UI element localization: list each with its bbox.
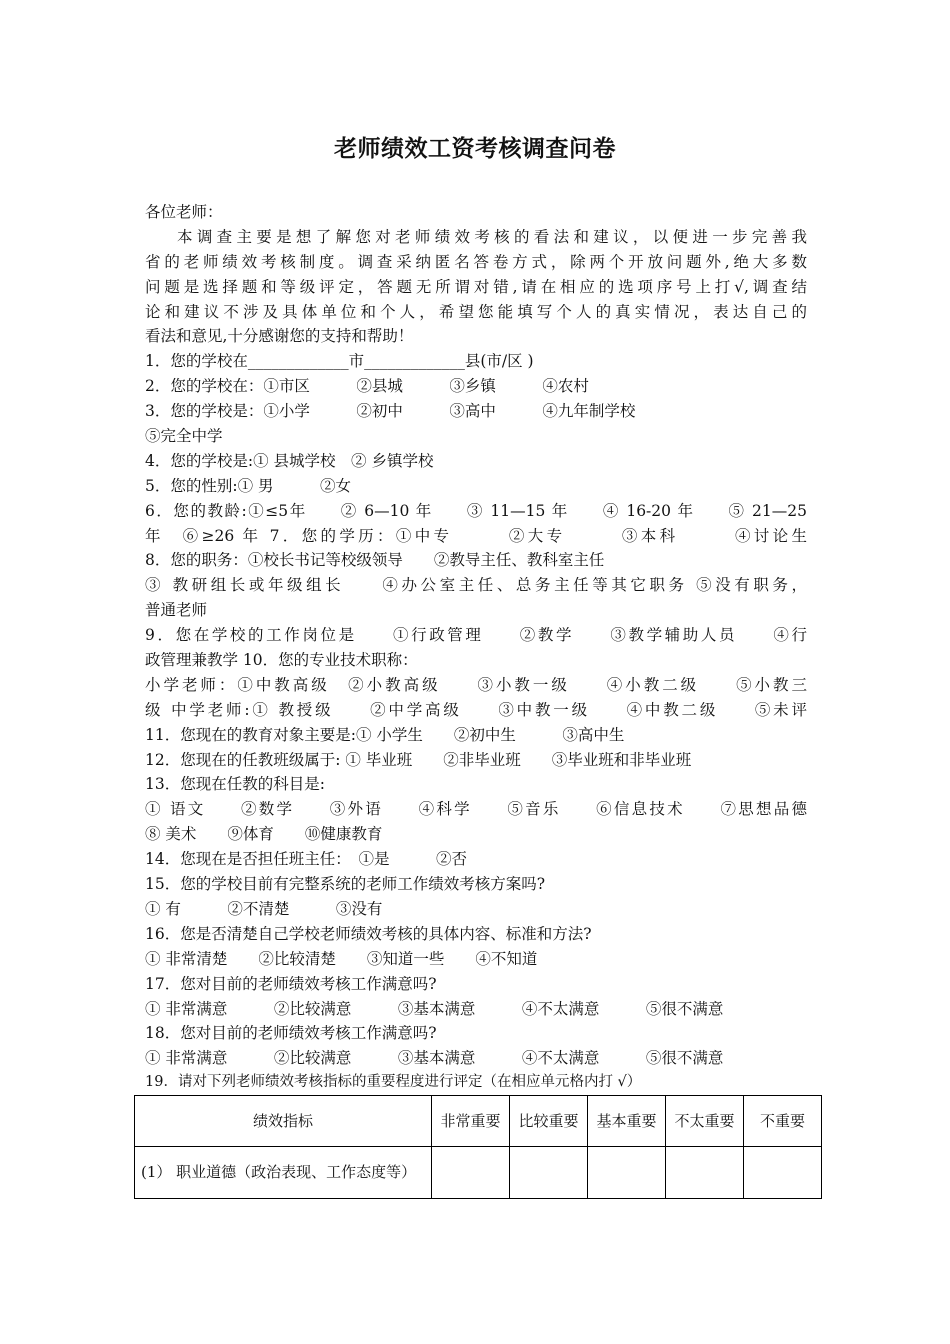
question-line: 13．您现在任教的科目是: <box>145 775 325 794</box>
table-header-row <box>135 1096 822 1147</box>
rating-header-very-important: 非常重要 <box>432 1096 510 1147</box>
document-title: 老师绩效工资考核调查问卷 <box>334 135 616 162</box>
question-line: 9．您在学校的工作岗位是 ①行政管理 ②教学 ③教学辅助人员 ④行 <box>145 626 807 645</box>
rating-header-basically-important: 基本重要 <box>588 1096 666 1147</box>
question-line: 级 中学老师:① 教授级 ②中学高级 ③中教一级 ④中教二级 ⑤未评 <box>145 700 807 719</box>
intro-line: 省的老师绩效考核制度。调查采纳匿名答卷方式，除两个开放问题外,绝大多数 <box>145 252 807 271</box>
question-line: ⑧ 美术 ⑨体育 ⑩健康教育 <box>145 825 383 844</box>
question-line: 6．您的教龄:①≤5年 ② 6—10 年 ③ 11—15 年 ④ 16-20 年 ⑤ 21—25 <box>145 501 807 520</box>
question-line: 年 ⑥≥26 年 7．您的学历：①中专 ②大专 ③本科 ④讨论生 <box>145 526 807 545</box>
table-row <box>135 1147 822 1199</box>
question-line: 1．您的学校在_____________市_____________县(市/区 ) <box>145 352 534 371</box>
rating-header-fairly-important: 比较重要 <box>510 1096 588 1147</box>
rating-cell-basically-important[interactable] <box>588 1147 666 1199</box>
question-line: 普通老师 <box>145 601 208 620</box>
question-line: ① 语文 ②数学 ③外语 ④科学 ⑤音乐 ⑥信息技术 ⑦思想品德 <box>145 800 807 819</box>
question-line: 政管理兼教学 10．您的专业技术职称： <box>145 651 418 670</box>
question-line: 4．您的学校是:① 县城学校 ② 乡镇学校 <box>145 451 434 470</box>
question-line: 12．您现在的任教班级属于: ① 毕业班 ②非毕业班 ③毕业班和非毕业班 <box>145 750 692 769</box>
survey-body <box>145 200 807 1071</box>
rating-cell-not-important[interactable] <box>744 1147 822 1199</box>
question-19-heading: 19．请对下列老师绩效考核指标的重要程度进行评定（在相应单元格内打 √） <box>145 1074 642 1090</box>
intro-line: 看法和意见,十分感谢您的支持和帮助！ <box>145 327 414 346</box>
question-line: ⑤完全中学 <box>145 427 223 446</box>
indicator-cell: (1） 职业道德（政治表现、工作态度等） <box>135 1147 432 1199</box>
question-line: 14．您现在是否担任班主任： ①是 ②否 <box>145 850 467 869</box>
question-line: 15．您的学校目前有完整系统的老师工作绩效考核方案吗? <box>145 875 546 894</box>
intro-line: 问题是选择题和等级评定，答题无所谓对错,请在相应的选项序号上打√,调查结 <box>145 277 807 296</box>
rating-cell-not-very-important[interactable] <box>666 1147 744 1199</box>
greeting-line: 各位老师： <box>145 203 223 221</box>
importance-rating-table <box>134 1095 822 1199</box>
question-line: 8．您的职务：①校长书记等校级领导 ②教导主任、教科室主任 <box>145 551 605 570</box>
question-line: 3．您的学校是：①小学 ②初中 ③高中 ④九年制学校 <box>145 402 636 421</box>
question-line: 17．您对目前的老师绩效考核工作满意吗? <box>145 974 437 993</box>
question-line: ③ 教研组长或年级组长 ④办公室主任、总务主任等其它职务 ⑤没有职务， <box>145 576 807 595</box>
question-line: ① 非常清楚 ②比较清楚 ③知道一些 ④不知道 <box>145 949 538 968</box>
rating-cell-very-important[interactable] <box>432 1147 510 1199</box>
question-line: 5．您的性别:① 男 ②女 <box>145 476 352 495</box>
rating-cell-fairly-important[interactable] <box>510 1147 588 1199</box>
question-line: 11．您现在的教育对象主要是:① 小学生 ②初中生 ③高中生 <box>145 725 625 744</box>
question-line: ① 有 ②不清楚 ③没有 <box>145 899 383 918</box>
intro-line: 本调查主要是想了解您对老师绩效考核的看法和建议，以便进一步完善我 <box>177 227 807 246</box>
rating-header-not-important: 不重要 <box>744 1096 822 1147</box>
rating-header-not-very-important: 不太重要 <box>666 1096 744 1147</box>
question-line: 小学老师：①中教高级 ②小教高级 ③小教一级 ④小教二级 ⑤小教三 <box>145 675 807 694</box>
question-line: ① 非常满意 ②比较满意 ③基本满意 ④不太满意 ⑤很不满意 <box>145 1049 724 1068</box>
question-line: 16．您是否清楚自己学校老师绩效考核的具体内容、标准和方法? <box>145 924 592 943</box>
question-line: 18．您对目前的老师绩效考核工作满意吗? <box>145 1024 437 1043</box>
intro-line: 论和建议不涉及具体单位和个人，希望您能填写个人的真实情况，表达自己的 <box>145 302 807 321</box>
question-line: 2．您的学校在：①市区 ②县城 ③乡镇 ④农村 <box>145 377 589 396</box>
indicator-header: 绩效指标 <box>135 1096 432 1147</box>
question-line: ① 非常满意 ②比较满意 ③基本满意 ④不太满意 ⑤很不满意 <box>145 999 724 1018</box>
